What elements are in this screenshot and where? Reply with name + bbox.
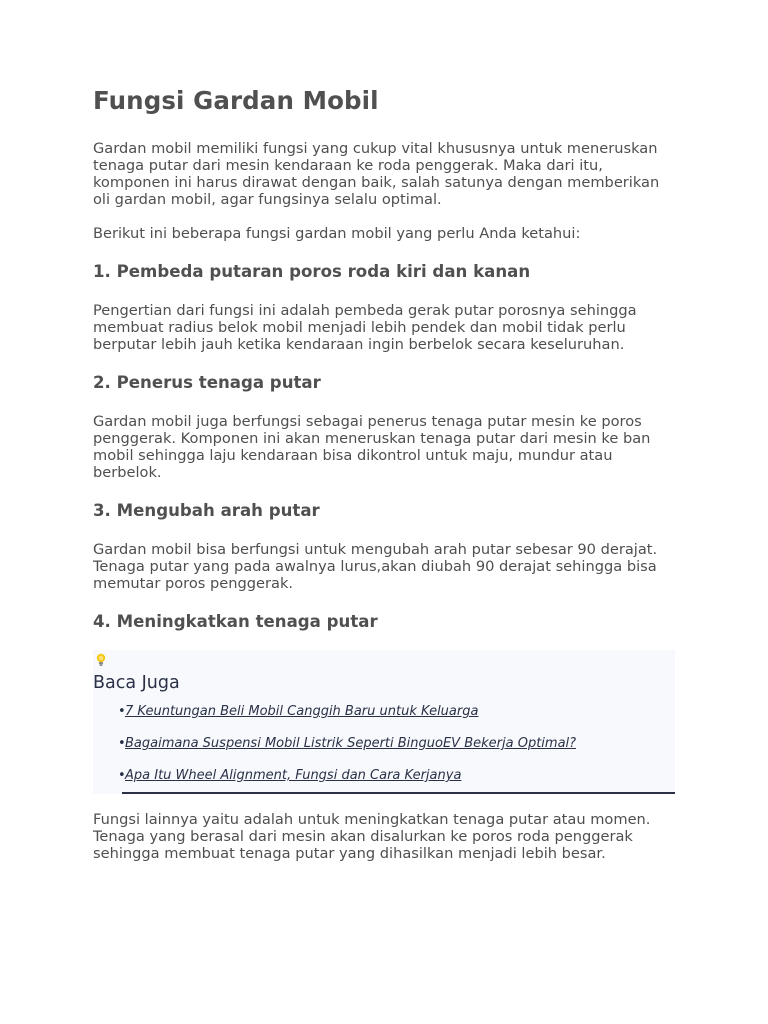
section-text-2: Gardan mobil juga berfungsi sebagai penerus tenaga putar mesin ke poros penggerak. Komponen ini akan meneruskan tenaga putar dari mesin ke ban mobil sehingga laju kendaraan bisa dikontrol untuk maju, mundur atau berbelok. [93, 413, 651, 481]
section-text-1: Pengertian dari fungsi ini adalah pembeda gerak putar porosnya sehingga membuat radius belok mobil menjadi lebih pendek dan mobil tidak perlu berputar lebih jauh ketika kendaraan ingin berbelok secara keseluruhan. [93, 302, 637, 353]
section-text-3: Gardan mobil bisa berfungsi untuk mengubah arah putar sebesar 90 derajat. Tenaga putar yang pada awalnya lurus,akan diubah 90 derajat sehingga bisa memutar poros penggerak. [93, 541, 658, 592]
related-divider [122, 792, 675, 794]
lead-paragraph: Berikut ini beberapa fungsi gardan mobil yang perlu Anda ketahui: [93, 225, 581, 242]
section-heading-1: 1. Pembeda putaran poros roda kiri dan kanan [93, 262, 531, 281]
related-link-item [118, 736, 675, 752]
related-articles-box [93, 650, 675, 794]
lightbulb-icon [94, 650, 676, 672]
section-heading-3: 3. Mengubah arah putar [93, 501, 320, 520]
related-link-3[interactable]: Apa Itu Wheel Alignment, Fungsi dan Cara Kerjanya [125, 768, 462, 783]
related-links-list [93, 704, 675, 784]
related-link-item [118, 704, 675, 720]
related-link-1[interactable]: 7 Keuntungan Beli Mobil Canggih Baru untuk Keluarga [125, 704, 479, 719]
article [93, 86, 675, 862]
section-heading-2: 2. Penerus tenaga putar [93, 373, 321, 392]
section-heading-4: 4. Meningkatkan tenaga putar [93, 612, 378, 631]
section-text-4: Fungsi lainnya yaitu adalah untuk meningkatkan tenaga putar atau momen. Tenaga yang berasal dari mesin akan disalurkan ke poros roda penggerak sehingga membuat tenaga putar yang dihasilkan menjadi lebih besar. [93, 811, 651, 862]
related-link-2[interactable]: Bagaimana Suspensi Mobil Listrik Seperti BinguoEV Bekerja Optimal? [125, 736, 577, 751]
list-bullet: • [118, 736, 126, 751]
list-bullet: • [118, 768, 126, 783]
page-title: Fungsi Gardan Mobil [93, 86, 379, 115]
related-title: Baca Juga [93, 673, 180, 693]
related-link-item [118, 768, 675, 784]
list-bullet: • [118, 704, 126, 719]
intro-paragraph: Gardan mobil memiliki fungsi yang cukup vital khususnya untuk meneruskan tenaga putar dari mesin kendaraan ke roda penggerak. Maka dari itu, komponen ini harus dirawat dengan baik, salah satunya dengan memberikan oli gardan mobil, agar fungsinya selalu optimal. [93, 140, 660, 208]
